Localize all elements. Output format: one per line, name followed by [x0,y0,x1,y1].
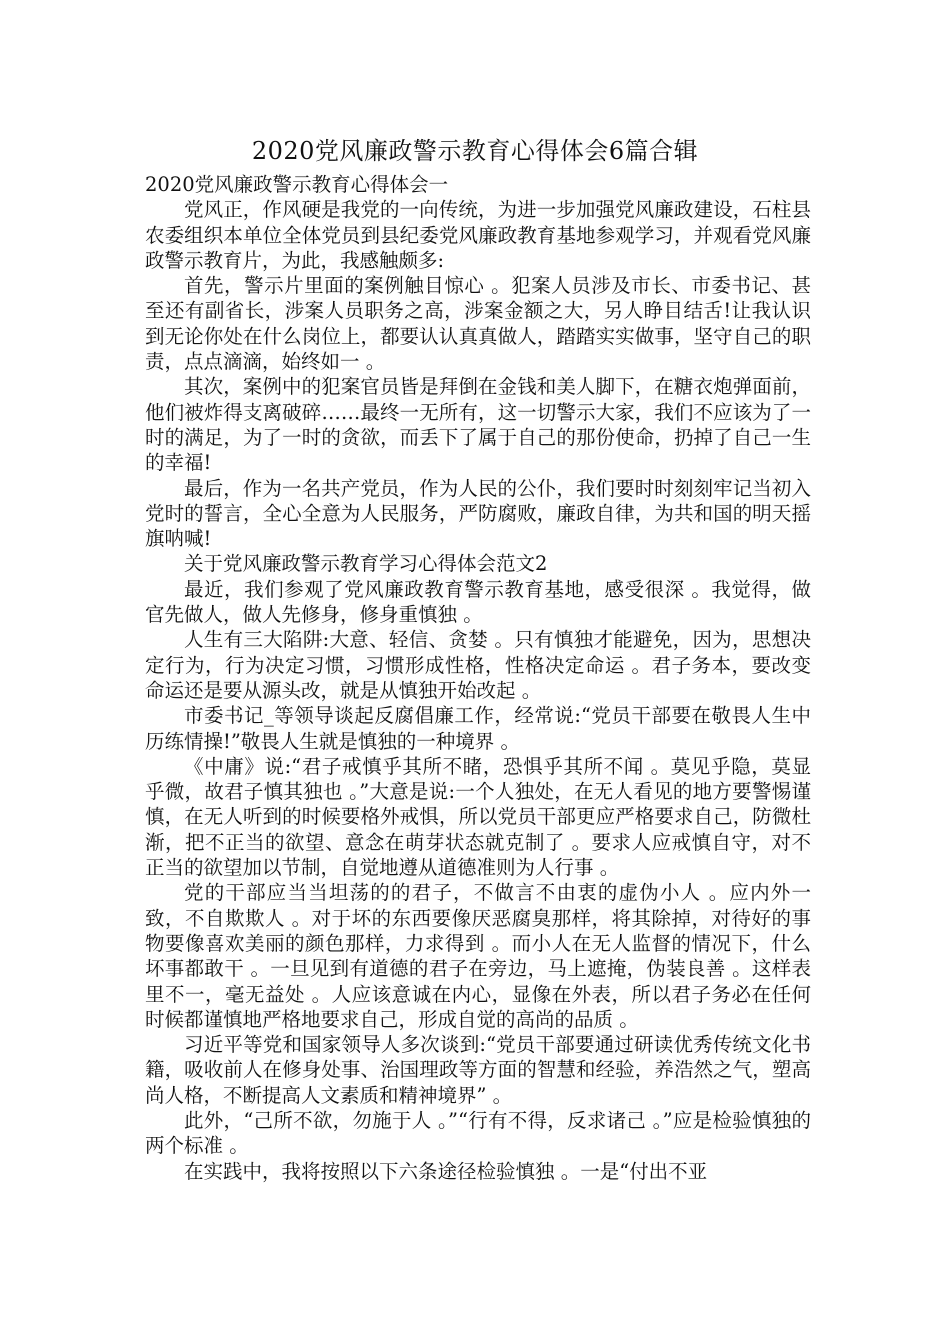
section-heading: 关于党风廉政警示教育学习心得体会范文2 [184,552,548,576]
body-paragraph: 在实践中，我将按照以下六条途径检验慎独 。一是“付出不亚 [184,1159,708,1183]
body-paragraph: 党的干部应当当坦荡的的君子，不做言不由衷的虚伪小人 。应内外一致，不自欺欺人 。对于坏的东西要像厌恶腐臭那样，将其除掉，对待好的事物要像喜欢美丽的颜色那样，力求得到 。而小人在无人监督的情况下，什么坏事都敢干 。一旦见到有道德的君子在旁边，马上遮掩，伪装良善 。这样表里不一，毫无益处 。人应该意诚在内心，显像在外表，所以君子务必在任何时候都谨慎地严格地要求自己，形成自觉的高尚的品质 。 [145,881,811,1031]
body-paragraph: 首先，警示片里面的案例触目惊心 。犯案人员涉及市长、市委书记、甚至还有副省长，涉案人员职务之高，涉案金额之大，另人睁目结舌!让我认识到无论你处在什么岗位上，都要认认真真做人，踏踏实实做事，坚守自己的职责，点点滴滴，始终如一 。 [145,274,811,374]
body-paragraph: 最近，我们参观了党风廉政教育警示教育基地，感受很深 。我觉得，做官先做人，做人先修身，修身重慎独 。 [145,577,811,627]
body-paragraph: 最后，作为一名共产党员，作为人民的公仆，我们要时时刻刻牢记当初入党时的誓言，全心全意为人民服务，严防腐败，廉政自律，为共和国的明天摇旗呐喊! [145,476,811,551]
document-body [145,172,811,1184]
document-title: 2020党风廉政警示教育心得体会6篇合辑 [251,137,699,165]
body-paragraph: 人生有三大陷阱:大意、轻信、贪婪 。只有慎独才能避免，因为，思想决定行为，行为决定习惯，习惯形成性格，性格决定命运 。君子务本，要改变命运还是要从源头改，就是从慎独开始改起 。 [145,628,811,702]
body-paragraph: 《中庸》说:“君子戒慎乎其所不睹，恐惧乎其所不闻 。莫见乎隐，莫显乎微，故君子慎其独也 。”大意是说:一个人独处，在无人看见的地方要警惕谨慎，在无人听到的时候要格外戒惧，所以党员干部更应严格要求自己，防微杜渐，把不正当的欲望、意念在萌芽状态就克制了 。要求人应戒慎自守，对不正当的欲望加以节制，自觉地遵从道德准则为人行事 。 [145,754,811,880]
body-paragraph: 党风正，作风硬是我党的一向传统，为进一步加强党风廉政建设，石柱县农委组织本单位全体党员到县纪委党风廉政教育基地参观学习，并观看党风廉政警示教育片，为此，我感触颇多: [145,198,811,272]
body-paragraph: 市委书记_等领导谈起反腐倡廉工作，经常说:“党员干部要在敬畏人生中历练情操!”敬畏人生就是慎独的一种境界 。 [145,704,811,753]
section-heading: 2020党风廉政警示教育心得体会一 [145,173,449,196]
body-paragraph: 习近平等党和国家领导人多次谈到:“党员干部要通过研读优秀传统文化书籍，吸收前人在修身处事、治国理政等方面的智慧和经验，养浩然之气，塑高尚人格，不断提高人文素质和精神境界” 。 [145,1033,811,1107]
body-paragraph: 其次，案例中的犯案官员皆是拜倒在金钱和美人脚下，在糖衣炮弹面前，他们被炸得支离破碎……最终一无所有，这一切警示大家，我们不应该为了一时的满足，为了一时的贪欲，而丢下了属于自己的那份使命，扔掉了自己一生的幸福! [145,375,811,475]
body-paragraph: 此外，“己所不欲，勿施于人 。”“行有不得，反求诸己 。”应是检验慎独的两个标准 。 [145,1108,811,1158]
